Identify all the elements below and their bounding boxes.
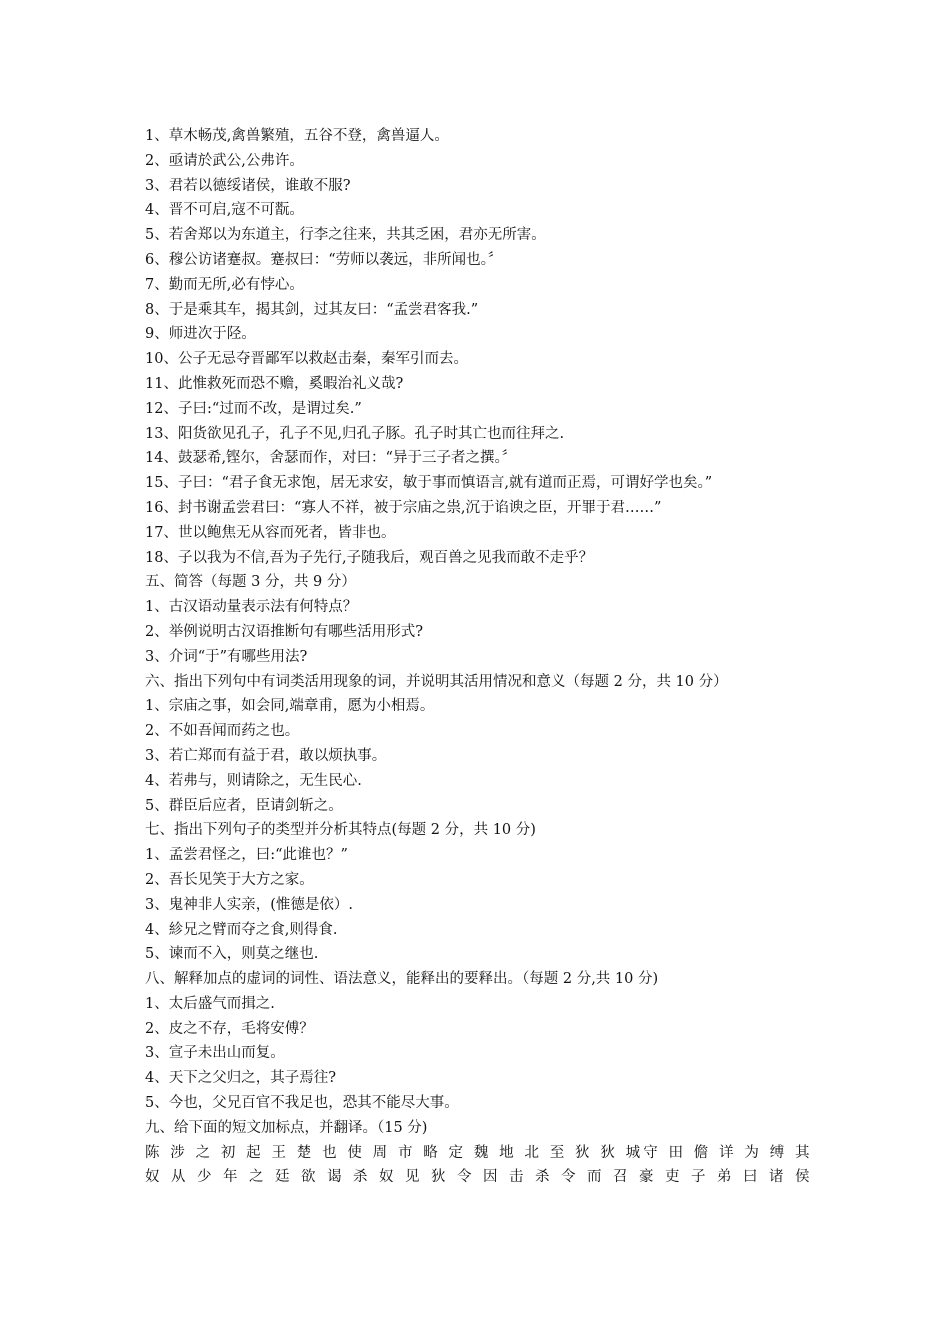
exam-text-body xyxy=(145,124,810,1190)
text-line: 6、穆公访诸蹇叔。蹇叔曰：“劳师以袭远，非所闻也。〞 xyxy=(145,251,503,268)
section-heading: 六、指出下列句中有词类活用现象的词，并说明其活用情况和意义（每题 2 分，共 10 分） xyxy=(145,673,728,690)
text-line: 2、举例说明古汉语推断句有哪些活用形式? xyxy=(145,623,423,640)
section-heading: 五、简答（每题 3 分，共 9 分） xyxy=(145,574,356,591)
text-line: 1、宗庙之事，如会同,端章甫，愿为小相焉。 xyxy=(145,698,435,715)
text-line: 17、世以鲍焦无从容而死者，皆非也。 xyxy=(145,524,396,541)
text-line: 5、今也，父兄百官不我足也，恐其不能尽大事。 xyxy=(145,1095,459,1112)
text-line: 2、吾长见笑于大方之家。 xyxy=(145,871,314,888)
text-line: 3、宣子未出山而复。 xyxy=(145,1045,285,1062)
text-line: 7、勤而无所,必有悖心。 xyxy=(145,276,304,293)
text-line: 12、子曰:“过而不改，是谓过矣.” xyxy=(145,400,362,417)
text-line: 15、子曰：“君子食无求饱，居无求安，敏于事而慎语言,就有道而正焉，可谓好学也矣。” xyxy=(145,475,713,492)
passage-line: 陈 涉 之 初 起 王 楚 也 使 周 市 略 定 魏 地 北 至 狄 狄 城守 田 儋 详 为 缚 其 xyxy=(145,1144,810,1161)
text-line: 5、谏而不入，则莫之继也. xyxy=(145,946,319,963)
text-line: 4、紾兄之臂而夺之食,则得食. xyxy=(145,921,338,938)
text-line: 1、孟尝君怪之，曰:“此谁也？” xyxy=(145,847,348,864)
text-line: 3、鬼神非人实亲，(惟德是依）. xyxy=(145,896,353,913)
text-line: 10、公子无忌夺晋鄙军以救赵击秦，秦军引而去。 xyxy=(145,351,468,368)
text-line: 4、若弗与，则请除之，无生民心. xyxy=(145,772,362,789)
text-line: 2、亟请於武公,公弗许。 xyxy=(145,152,304,169)
section-heading: 七、指出下列句子的类型并分析其特点(每题 2 分，共 10 分) xyxy=(145,822,536,839)
passage-line: 奴 从 少 年 之 廷 欲 谒 杀 奴 见 狄 令 因 击 杀 令 而 召 豪 吏 子 弟 曰 诸 侯 xyxy=(145,1169,810,1186)
text-line: 5、群臣后应者，臣请剑斩之。 xyxy=(145,797,343,814)
text-line: 9、师进次于陉。 xyxy=(145,326,256,343)
section-heading: 八、解释加点的虚词的词性、语法意义，能释出的要释出。（每题 2 分,共 10 分) xyxy=(145,971,659,988)
text-line: 8、于是乘其车，揭其剑，过其友曰：“孟尝君客我.” xyxy=(145,301,479,318)
text-line: 3、介词“于”有哪些用法? xyxy=(145,648,308,665)
text-line: 4、晋不可启,寇不可翫。 xyxy=(145,202,304,219)
text-line: 3、君若以德绥诸侯，谁敢不服? xyxy=(145,177,351,194)
text-line: 1、古汉语动量表示法有何特点？ xyxy=(145,599,358,616)
text-line: 1、太后盛气而揖之. xyxy=(145,995,275,1012)
text-line: 2、不如吾闻而药之也。 xyxy=(145,723,300,740)
text-line: 5、若舍郑以为东道主，行李之往来，共其乏困，君亦无所害。 xyxy=(145,227,546,244)
text-line: 1、草木畅茂,禽兽繁殖，五谷不登，禽兽逼人。 xyxy=(145,128,449,144)
text-line: 3、若亡郑而有益于君，敢以烦执事。 xyxy=(145,747,387,764)
text-line: 11、此惟救死而恐不赡，奚暇治礼义哉? xyxy=(145,375,404,392)
text-line: 2、皮之不存，毛将安傅？ xyxy=(145,1020,314,1037)
section-heading: 九、给下面的短文加标点，并翻译。（15 分) xyxy=(145,1119,428,1136)
text-line: 4、天下之父归之，其子焉往? xyxy=(145,1070,336,1087)
text-line: 14、鼓瑟希,铿尔，舍瑟而作，对曰：“异于三子者之撰。〞 xyxy=(145,450,517,467)
text-line: 13、阳货欲见孔子，孔子不见,归孔子豚。孔子时其亡也而往拜之. xyxy=(145,425,565,442)
text-line: 18、子以我为不信,吾为子先行,子随我后，观百兽之见我而敢不走乎？ xyxy=(145,549,594,566)
text-line: 16、封书谢孟尝君曰：“寡人不祥，被于宗庙之祟,沉于谄谀之臣，开罪于君……” xyxy=(145,499,662,516)
